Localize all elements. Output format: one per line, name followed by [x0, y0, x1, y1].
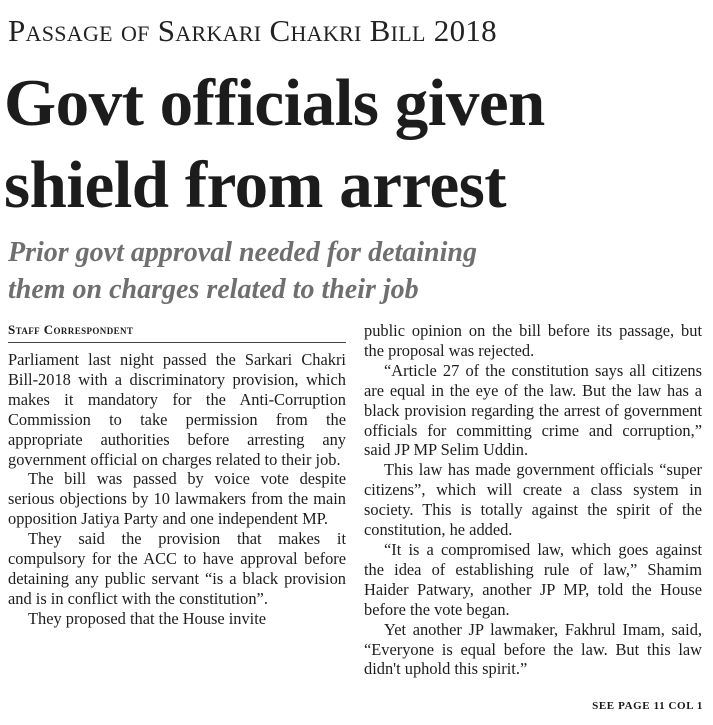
paragraph: They proposed that the House invite: [28, 608, 267, 628]
deck-line-1: Prior govt approval needed for detaining: [8, 237, 477, 268]
paragraph: “Article 27 of the constitution says all citizens are equal in the eye of the law. But the law has a black provision regarding the arrest of government officials for committing crime and corruption,” said JP MP Selim Uddin.: [364, 360, 702, 460]
jump-line: SEE PAGE 11 COL 1: [592, 700, 703, 712]
article-column-right: [364, 321, 702, 679]
kicker: Passage of Sarkari Chakri Bill 2018: [8, 13, 497, 48]
headline-line-1: Govt officials given: [4, 66, 545, 140]
article-column-left: [8, 350, 346, 629]
paragraph: They said the provision that makes it compulsory for the ACC to have approval before detaining any public servant “is a black provision and is in conflict with the constitution”.: [8, 529, 346, 608]
headline-line-2: shield from arrest: [4, 148, 507, 222]
paragraph: This law has made government officials “super citizens”, which will create a class system in society. This is totally against the spirit of the constitution, he added.: [364, 460, 702, 540]
deck-line-2: them on charges related to their job: [8, 274, 419, 305]
headline: [4, 62, 709, 226]
byline-rule: [8, 342, 346, 343]
byline: Staff Correspondent: [8, 322, 134, 337]
paragraph: “It is a compromised law, which goes against the idea of establishing rule of law,” Shamim Haider Patwary, another JP MP, told the House before the vote began.: [364, 539, 702, 619]
paragraph: Yet another JP lawmaker, Fakhrul Imam, said, “Everyone is equal before the law. But this law didn't uphold this spirit.”: [364, 619, 702, 679]
deck: [8, 234, 708, 308]
paragraph: public opinion on the bill before its passage, but the proposal was rejected.: [364, 321, 702, 360]
paragraph: Parliament last night passed the Sarkari Chakri Bill-2018 with a discriminatory provision, which makes it mandatory for the Anti-Corruption Commission to take permission from the appropriate authorities before arresting any government official on charges related to their job.: [8, 350, 346, 469]
paragraph: The bill was passed by voice vote despite serious objections by 10 lawmakers from the main opposition Jatiya Party and one independent MP.: [8, 469, 346, 529]
